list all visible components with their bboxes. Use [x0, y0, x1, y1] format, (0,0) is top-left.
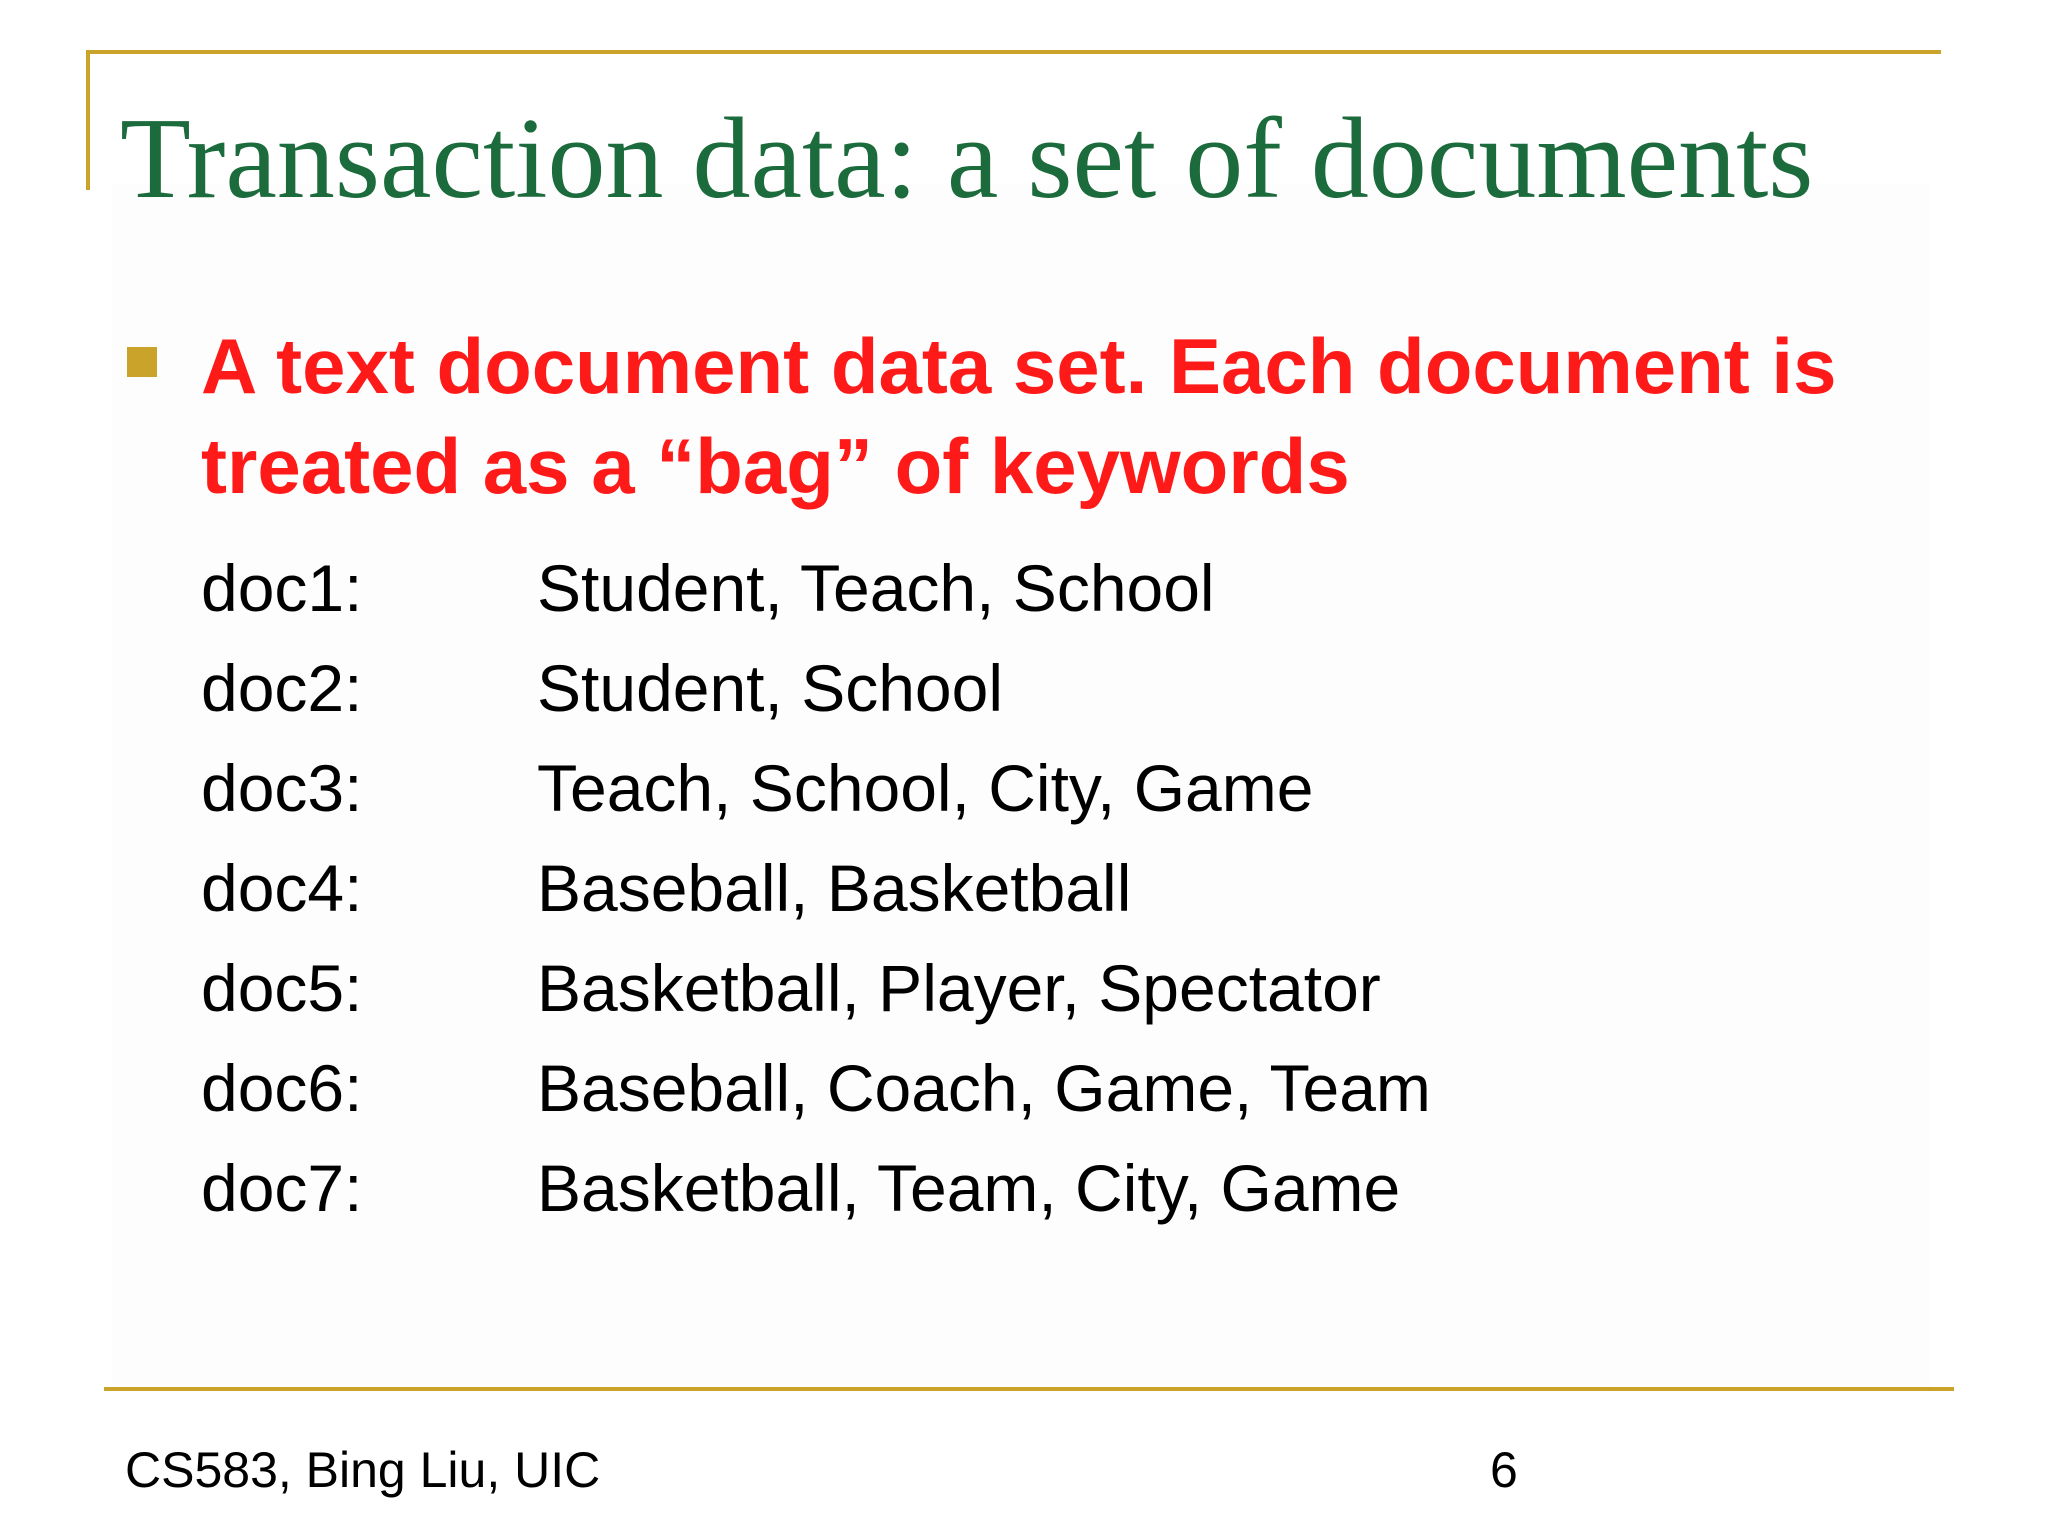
document-keywords: Basketball, Player, Spectator [537, 951, 1381, 1025]
document-row [201, 1138, 1431, 1238]
document-keywords: Student, Teach, School [537, 551, 1215, 625]
document-id: doc7: [201, 1151, 363, 1225]
title-frame-top-rule [86, 50, 1941, 54]
document-keywords: Basketball, Team, City, Game [537, 1151, 1401, 1225]
document-keywords: Student, School [537, 651, 1003, 725]
document-row [201, 938, 1431, 1038]
document-keywords: Teach, School, City, Game [537, 751, 1314, 825]
title-frame-left-rule [86, 50, 90, 190]
document-id: doc1: [201, 551, 363, 625]
footer-course-credit: CS583, Bing Liu, UIC [125, 1442, 601, 1498]
document-id: doc4: [201, 851, 363, 925]
slide-title: Transaction data: a set of documents [120, 95, 1814, 223]
document-id: doc6: [201, 1051, 363, 1125]
document-id: doc3: [201, 751, 363, 825]
square-bullet-icon [127, 347, 157, 377]
document-keywords: Baseball, Basketball [537, 851, 1132, 925]
document-row [201, 838, 1431, 938]
document-id: doc5: [201, 951, 363, 1025]
document-row [201, 538, 1431, 638]
document-row [201, 638, 1431, 738]
document-row [201, 1038, 1431, 1138]
bullet-text: A text document data set. Each document is treated as a “bag” of keywords [201, 322, 1837, 510]
document-keywords: Baseball, Coach, Game, Team [537, 1051, 1431, 1125]
slide-page-number: 6 [1490, 1442, 1518, 1498]
document-row [201, 738, 1431, 838]
document-id: doc2: [201, 651, 363, 725]
footer-rule [104, 1387, 1954, 1391]
document-list [201, 538, 1431, 1238]
